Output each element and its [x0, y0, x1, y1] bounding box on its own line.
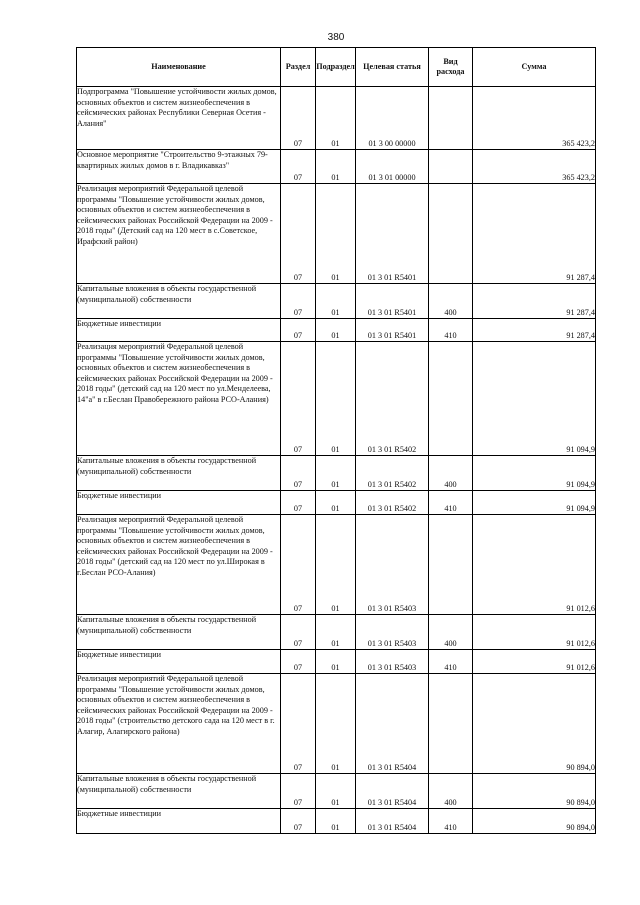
table-row [77, 615, 596, 650]
table-row [77, 284, 596, 319]
row-section: 07 [281, 809, 316, 834]
row-subsection: 01 [316, 87, 356, 150]
row-name-cell [77, 615, 281, 650]
row-name-cell [77, 809, 281, 834]
page-number: 380 [327, 32, 345, 43]
row-section: 07 [281, 342, 316, 456]
row-section: 07 [281, 150, 316, 184]
row-sum: 91 287,4 [473, 319, 596, 342]
row-name: Основное мероприятие "Строительство 9-этажных 79-квартирных жилых домов в г. Владикавказ" [77, 150, 268, 170]
row-expense: 410 [429, 650, 473, 674]
row-subsection: 01 [316, 774, 356, 809]
row-section: 07 [281, 284, 316, 319]
row-target: 01 3 01 R5401 [356, 184, 429, 284]
header-name: Наименование [77, 48, 281, 87]
row-expense [429, 515, 473, 615]
row-subsection: 01 [316, 284, 356, 319]
row-sum: 90 894,0 [473, 774, 596, 809]
row-target: 01 3 01 R5404 [356, 774, 429, 809]
row-expense: 400 [429, 456, 473, 491]
row-subsection: 01 [316, 615, 356, 650]
row-name-cell [77, 87, 281, 150]
row-expense [429, 674, 473, 774]
row-sum: 91 012,6 [473, 615, 596, 650]
row-expense [429, 87, 473, 150]
row-expense [429, 150, 473, 184]
table-row [77, 150, 596, 184]
row-sum: 91 287,4 [473, 184, 596, 284]
row-name: Реализация мероприятий Федеральной целевой программы "Повышение устойчивости жилых домов, основных объектов и систем жизнеобеспечения в сейсмических районах Российской Федерации на 2009 - 2018 годы" (строительство детского сада на 120 мест в г. Алагир, Алагирского района) [77, 674, 275, 736]
header-expense: Вид расхода [429, 48, 473, 87]
row-name-cell [77, 491, 281, 515]
table-row [77, 319, 596, 342]
row-name-cell [77, 674, 281, 774]
row-target: 01 3 01 00000 [356, 150, 429, 184]
row-sum: 90 894,0 [473, 809, 596, 834]
header-sum: Сумма [473, 48, 596, 87]
row-sum: 91 287,4 [473, 284, 596, 319]
table-row [77, 342, 596, 456]
row-expense: 400 [429, 615, 473, 650]
row-section: 07 [281, 184, 316, 284]
row-name: Реализация мероприятий Федеральной целевой программы "Повышение устойчивости жилых домов, основных объектов и систем жизнеобеспечения в сейсмических районах Российской Федерации на 2009 - 2018 годы" (детский сад на 120 мест по ул.Широкая в г.Беслан РСО-Алания) [77, 515, 273, 577]
table-row [77, 184, 596, 284]
row-section: 07 [281, 491, 316, 515]
row-name: Капитальные вложения в объекты государственной (муниципальной) собственности [77, 284, 257, 304]
header-subsection: Подраздел [316, 48, 356, 87]
row-subsection: 01 [316, 491, 356, 515]
row-name: Капитальные вложения в объекты государственной (муниципальной) собственности [77, 774, 257, 794]
row-name-cell [77, 184, 281, 284]
row-target: 01 3 01 R5401 [356, 284, 429, 319]
row-sum: 91 094,9 [473, 456, 596, 491]
row-sum: 91 094,9 [473, 491, 596, 515]
row-name: Бюджетные инвестиции [77, 491, 162, 500]
row-name: Бюджетные инвестиции [77, 809, 162, 818]
row-name-cell [77, 650, 281, 674]
row-subsection: 01 [316, 674, 356, 774]
table-header-row [77, 48, 596, 87]
row-target: 01 3 01 R5403 [356, 615, 429, 650]
table-row [77, 87, 596, 150]
row-expense [429, 184, 473, 284]
header-target: Целевая статья [356, 48, 429, 87]
row-name: Капитальные вложения в объекты государственной (муниципальной) собственности [77, 615, 257, 635]
row-target: 01 3 01 R5401 [356, 319, 429, 342]
row-expense: 400 [429, 284, 473, 319]
row-subsection: 01 [316, 809, 356, 834]
row-name-cell [77, 284, 281, 319]
row-name: Бюджетные инвестиции [77, 650, 162, 659]
row-expense [429, 342, 473, 456]
row-expense: 410 [429, 809, 473, 834]
row-section: 07 [281, 319, 316, 342]
row-name-cell [77, 150, 281, 184]
row-name: Реализация мероприятий Федеральной целевой программы "Повышение устойчивости жилых домов, основных объектов и систем жизнеобеспечения в сейсмических районах Российской Федерации на 2009 - 2018 годы" (Детский сад на 120 мест в с.Советское, Ирафский район) [77, 184, 273, 246]
row-name-cell [77, 515, 281, 615]
row-target: 01 3 01 R5402 [356, 456, 429, 491]
row-target: 01 3 01 R5404 [356, 809, 429, 834]
row-name: Реализация мероприятий Федеральной целевой программы "Повышение устойчивости жилых домов, основных объектов и систем жизнеобеспечения в сейсмических районах Российской Федерации на 2009 - 2018 годы" (детский сад на 120 мест по ул.Менделеева, 14"а" в г.Беслан Правобережного района РСО-Алания) [77, 342, 273, 404]
row-section: 07 [281, 87, 316, 150]
table-row [77, 809, 596, 834]
row-subsection: 01 [316, 184, 356, 284]
row-target: 01 3 01 R5403 [356, 650, 429, 674]
row-expense: 400 [429, 774, 473, 809]
row-sum: 90 894,0 [473, 674, 596, 774]
row-sum: 91 012,6 [473, 515, 596, 615]
budget-table [76, 47, 596, 834]
row-expense: 410 [429, 491, 473, 515]
row-expense: 410 [429, 319, 473, 342]
row-target: 01 3 01 R5402 [356, 491, 429, 515]
row-target: 01 3 01 R5402 [356, 342, 429, 456]
row-subsection: 01 [316, 515, 356, 615]
row-subsection: 01 [316, 650, 356, 674]
table-row [77, 491, 596, 515]
row-subsection: 01 [316, 319, 356, 342]
row-subsection: 01 [316, 150, 356, 184]
row-target: 01 3 00 00000 [356, 87, 429, 150]
row-name-cell [77, 342, 281, 456]
row-section: 07 [281, 674, 316, 774]
row-section: 07 [281, 774, 316, 809]
table-row [77, 774, 596, 809]
header-section: Раздел [281, 48, 316, 87]
row-sum: 365 423,2 [473, 87, 596, 150]
row-name-cell [77, 774, 281, 809]
row-section: 07 [281, 650, 316, 674]
table-row [77, 515, 596, 615]
row-name-cell [77, 456, 281, 491]
row-target: 01 3 01 R5404 [356, 674, 429, 774]
row-section: 07 [281, 515, 316, 615]
table-row [77, 674, 596, 774]
row-section: 07 [281, 615, 316, 650]
row-name: Бюджетные инвестиции [77, 319, 162, 328]
row-section: 07 [281, 456, 316, 491]
table-row [77, 456, 596, 491]
row-subsection: 01 [316, 342, 356, 456]
row-name-cell [77, 319, 281, 342]
row-subsection: 01 [316, 456, 356, 491]
table-row [77, 650, 596, 674]
row-name: Капитальные вложения в объекты государственной (муниципальной) собственности [77, 456, 257, 476]
row-sum: 91 012,6 [473, 650, 596, 674]
row-sum: 365 423,2 [473, 150, 596, 184]
row-name: Подпрограмма "Повышение устойчивости жилых домов, основных объектов и систем жизнеобеспечения в сейсмических районах Республики Северная Осетия - Алания" [77, 87, 277, 128]
row-sum: 91 094,9 [473, 342, 596, 456]
row-target: 01 3 01 R5403 [356, 515, 429, 615]
